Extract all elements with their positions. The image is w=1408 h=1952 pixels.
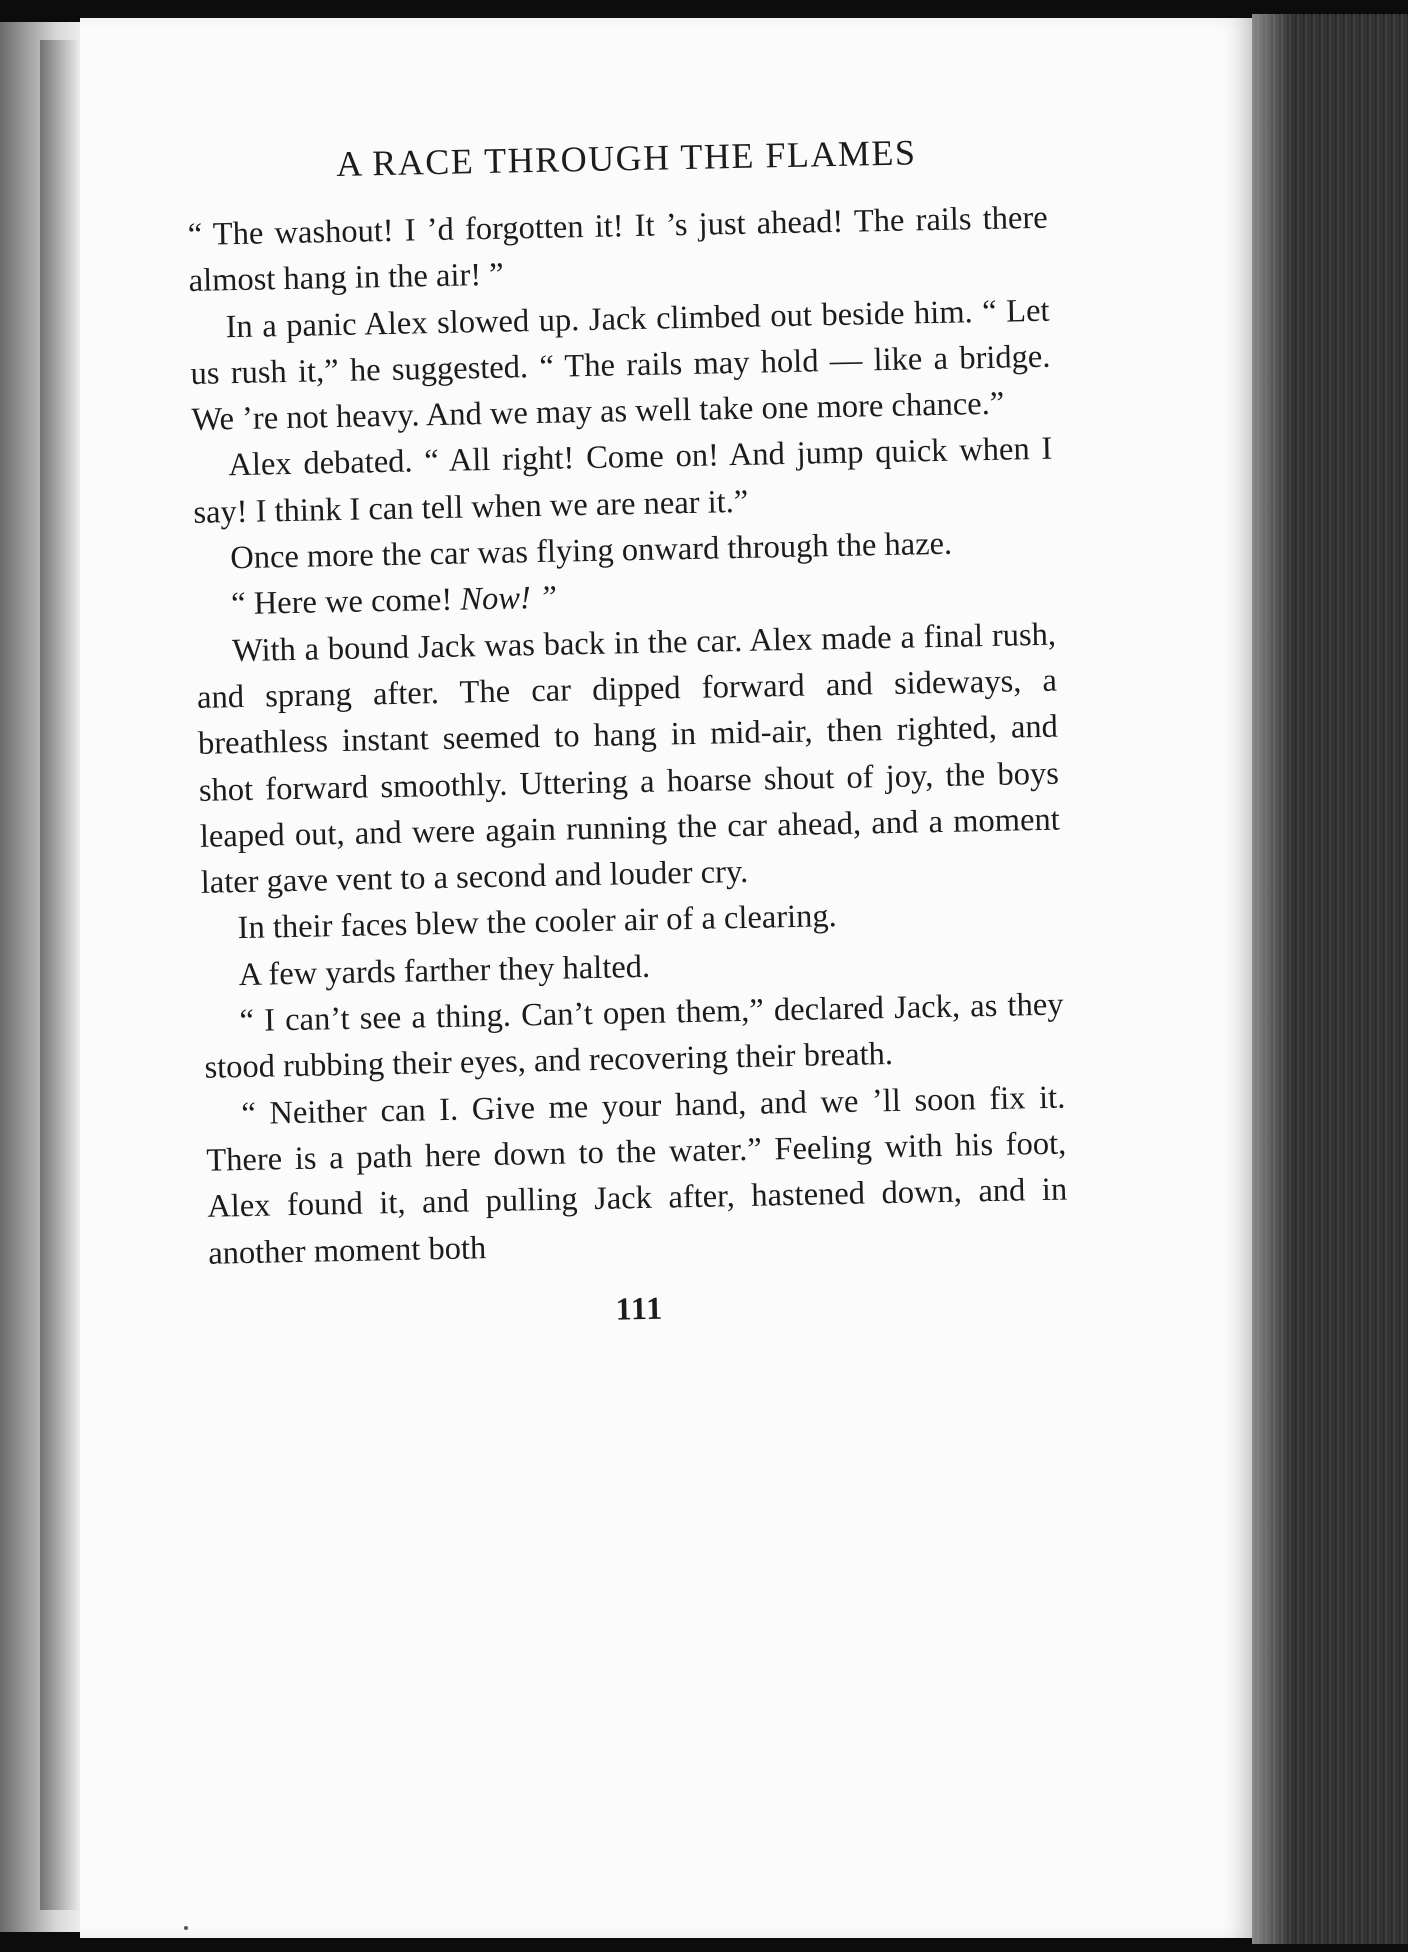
paragraph-6: With a bound Jack was back in the car. Alex made a final rush, and sprang after. The car dipped forward and sideways, a breathless instant seemed to hang in mid-air, then righted, and shot forward smoothly. Uttering a hoarse shout of joy, the boys leaped out, and were again running the car ahead, and a moment later gave vent to a second and louder cry. — [196, 616, 1061, 902]
paper-speck — [184, 1926, 188, 1930]
paragraph-4: Once more the car was flying onward through the haze. — [229, 525, 953, 577]
paragraph-8: A few yards farther they halted. — [238, 948, 651, 993]
paragraph-1: “ The washout! I ’d forgotten it! It ’s just ahead! The rails there almost hang in the air! ” — [187, 199, 1048, 300]
paragraph-3: Alex debated. “ All right! Come on! And jump quick when I say! I think I can tell when we are near it.” — [193, 431, 1053, 531]
gutter-shadow — [40, 40, 80, 1910]
paragraph-5-text: “ Here we come! — [230, 581, 461, 623]
paragraph-2: In a panic Alex slowed up. Jack climbed out beside him. “ Let us rush it,” he suggested. “ The rails may hold — like a bridge. We ’re not heavy. And we may as well take one more chance.” — [190, 292, 1051, 439]
paragraph-9: “ I can’t see a thing. Can’t open them,” declared Jack, as they stood rubbing their eyes, and recovering their breath. — [204, 986, 1064, 1087]
page-number: 111 — [615, 1289, 664, 1327]
paragraph-10: “ Neither can I. Give me your hand, and we ’ll soon fix it. There is a path here down to the water.” Feeling with his foot, Alex found it, and pulling Jack after, hastened down, and in another moment both — [206, 1079, 1068, 1272]
running-head: A RACE THROUGH THE FLAMES — [335, 132, 917, 184]
book-edge-highlight — [1252, 14, 1292, 1944]
page-text-block — [186, 129, 1070, 1336]
paragraph-7: In their faces blew the cooler air of a clearing. — [237, 898, 838, 947]
paragraph-5-emphasis: Now! ” — [459, 580, 558, 618]
